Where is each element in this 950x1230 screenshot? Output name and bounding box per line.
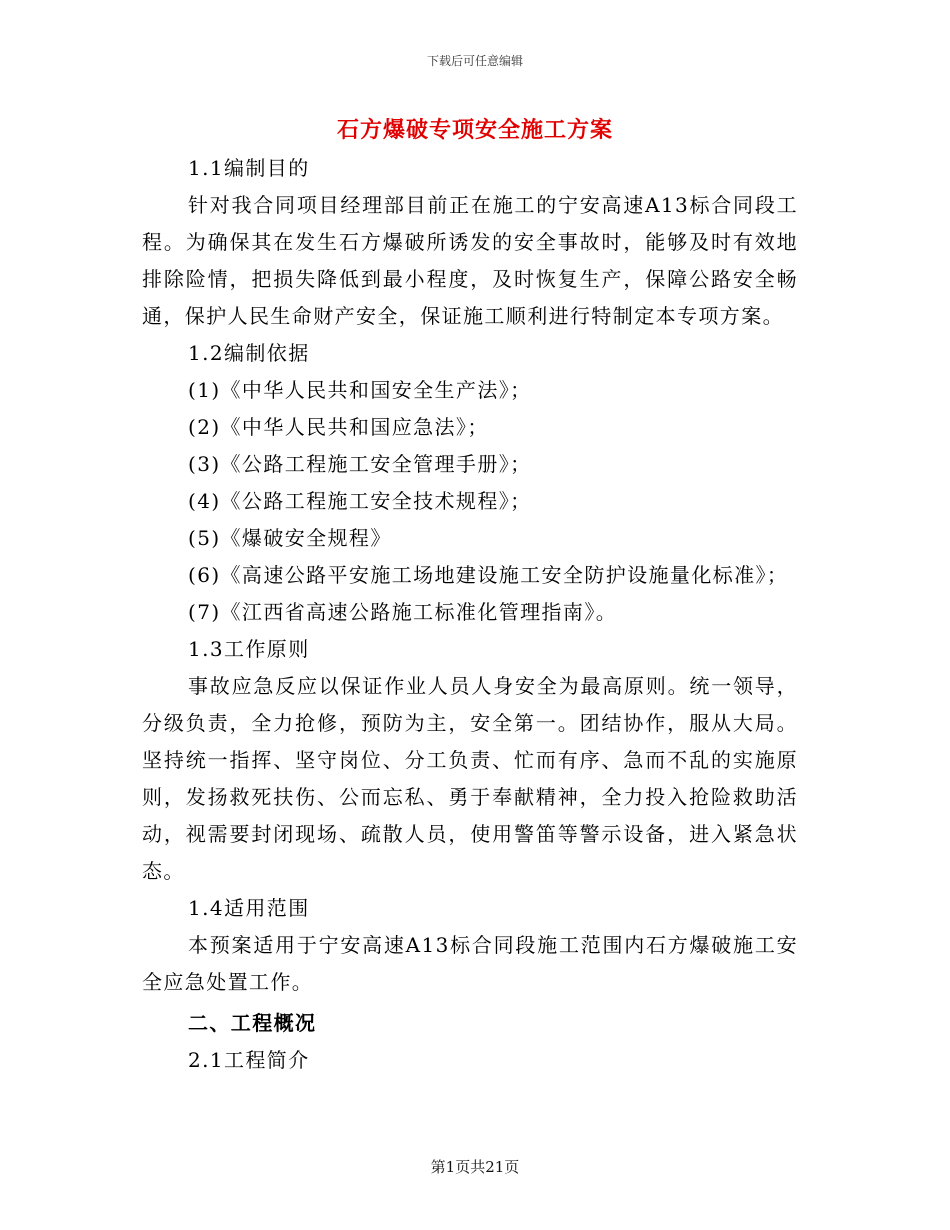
document-title: 石方爆破专项安全施工方案 xyxy=(336,117,613,143)
basis-item-3: (3)《公路工程施工安全管理手册》； xyxy=(188,452,532,476)
paragraph-purpose: 针对我合同项目经理部目前正在施工的宁安高速A13标合同段工程。为确保其在发生石方爆破所诱发的安全事故时，能够及时有效地排除险情，把损失降低到最小程度，及时恢复生产，保障公路安全畅通，保护人民生命财产安全，保证施工顺利进行特制定本专项方案。 xyxy=(142,193,798,328)
basis-item-6: (6)《高速公路平安施工场地建设施工安全防护设施量化标准》； xyxy=(188,563,789,587)
header-note: 下载后可任意编辑 xyxy=(426,54,523,68)
document-body xyxy=(142,150,798,1079)
basis-item-1: (1)《中华人民共和国安全生产法》； xyxy=(188,378,532,402)
page-footer: 第1页共21页 xyxy=(430,1158,520,1176)
basis-item-7: (7)《江西省高速公路施工标准化管理指南》。 xyxy=(188,600,618,624)
heading-1-1: 1.1编制目的 xyxy=(188,156,310,180)
paragraph-principles: 事故应急反应以保证作业人员人身安全为最高原则。统一领导，分级负责，全力抢修，预防为主，安全第一。团结协作，服从大局。坚持统一指挥、坚守岗位、分工负责、忙而有序、急而不乱的实施原则，发扬救死扶伤、公而忘私、勇于奉献精神，全力投入抢险救助活动，视需要封闭现场、疏散人员，使用警笛等警示设备，进入紧急状态。 xyxy=(142,674,798,883)
heading-1-3: 1.3工作原则 xyxy=(188,637,310,661)
paragraph-scope: 本预案适用于宁安高速A13标合同段施工范围内石方爆破施工安全应急处置工作。 xyxy=(142,933,798,994)
heading-2-1: 2.1工程简介 xyxy=(188,1048,310,1072)
basis-item-2: (2)《中华人民共和国应急法》； xyxy=(188,415,489,439)
heading-1-2: 1.2编制依据 xyxy=(188,341,310,365)
heading-section-2: 二、工程概况 xyxy=(188,1011,317,1035)
basis-item-4: (4)《公路工程施工安全技术规程》； xyxy=(188,489,532,513)
heading-1-4: 1.4适用范围 xyxy=(188,896,310,920)
basis-item-5: (5)《爆破安全规程》 xyxy=(188,526,392,550)
